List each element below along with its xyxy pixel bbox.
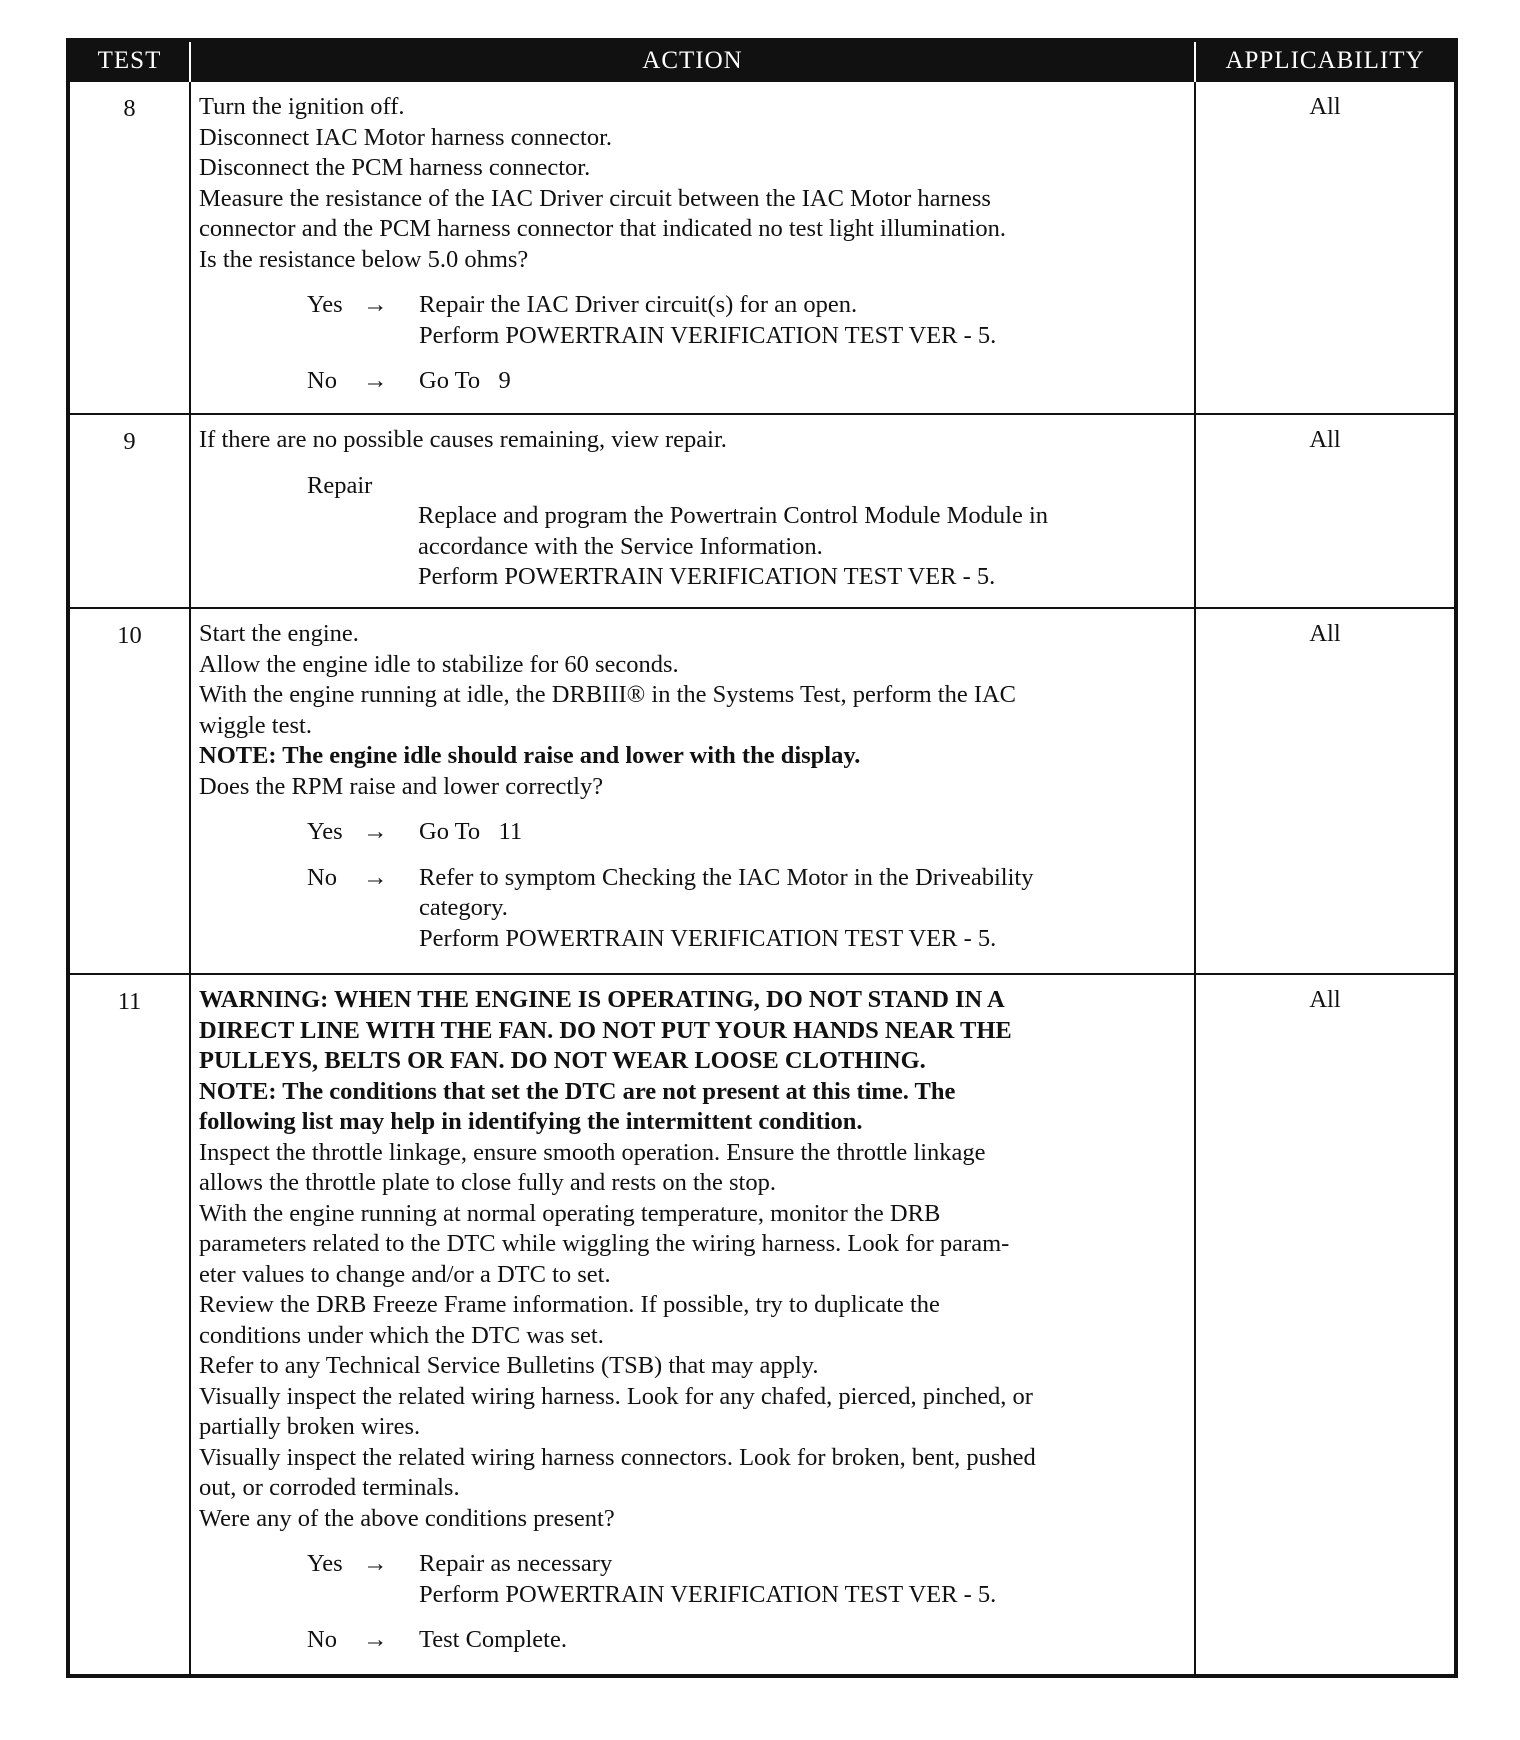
action-line: partially broken wires. xyxy=(199,1413,421,1440)
note-line: following list may help in identifying the intermittent condition. xyxy=(199,1108,863,1135)
response-line: Go To 9 xyxy=(419,367,511,394)
action-cell xyxy=(190,81,1195,414)
response-line: Perform POWERTRAIN VERIFICATION TEST VER - 5. xyxy=(419,924,997,952)
action-line: Start the engine. xyxy=(199,620,359,647)
table-row xyxy=(68,414,1456,608)
applicability-cell: All xyxy=(1195,81,1456,414)
table-row xyxy=(68,81,1456,414)
no-label: No xyxy=(307,367,337,394)
diagnostic-procedure-sheet xyxy=(66,38,1454,1678)
yes-response xyxy=(307,817,1186,848)
action-cell xyxy=(190,414,1195,608)
action-line: Allow the engine idle to stabilize for 60 seconds. xyxy=(199,650,679,678)
yes-response xyxy=(307,290,1186,351)
warning-line: DIRECT LINE WITH THE FAN. DO NOT PUT YOUR HANDS NEAR THE xyxy=(199,1016,1012,1044)
action-line: connector and the PCM harness connector that indicated no test light illumination. xyxy=(199,215,1006,242)
repair-line: accordance with the Service Information. xyxy=(418,532,823,560)
arrow-icon: → xyxy=(363,1550,388,1577)
repair-line: Perform POWERTRAIN VERIFICATION TEST VER - 5. xyxy=(418,563,996,590)
action-line: With the engine running at normal operating temperature, monitor the DRB xyxy=(199,1199,941,1227)
action-line: If there are no possible causes remaining, view repair. xyxy=(199,426,727,453)
action-line: Inspect the throttle linkage, ensure smooth operation. Ensure the throttle linkage xyxy=(199,1138,986,1166)
arrow-icon: → xyxy=(363,367,388,394)
test-number: 8 xyxy=(68,81,190,414)
action-line: Visually inspect the related wiring harness connectors. Look for broken, bent, pushed xyxy=(199,1443,1036,1471)
action-line: Turn the ignition off. xyxy=(199,93,405,120)
action-line: wiggle test. xyxy=(199,711,312,739)
arrow-icon: → xyxy=(363,863,388,891)
test-number: 10 xyxy=(68,608,190,974)
response-line: Go To 11 xyxy=(419,818,523,845)
action-line: eter values to change and/or a DTC to set. xyxy=(199,1260,611,1288)
repair-line: Replace and program the Powertrain Control Module Module in xyxy=(418,502,1049,529)
test-number: 11 xyxy=(68,974,190,1676)
yes-label: Yes xyxy=(307,291,343,318)
header-applicability: APPLICABILITY xyxy=(1195,40,1456,81)
table-row xyxy=(68,974,1456,1676)
arrow-icon: → xyxy=(363,291,388,318)
table-row xyxy=(68,608,1456,974)
warning-line: PULLEYS, BELTS OR FAN. DO NOT WEAR LOOSE CLOTHING. xyxy=(199,1047,926,1074)
action-cell xyxy=(190,608,1195,974)
action-line: allows the throttle plate to close fully and rests on the stop. xyxy=(199,1169,776,1196)
header-test: TEST xyxy=(68,40,190,81)
action-line: out, or corroded terminals. xyxy=(199,1474,460,1501)
action-line: Review the DRB Freeze Frame information. If possible, try to duplicate the xyxy=(199,1291,940,1318)
note-line: NOTE: The conditions that set the DTC are not present at this time. The xyxy=(199,1077,956,1105)
question-line: Does the RPM raise and lower correctly? xyxy=(199,772,604,800)
yes-response xyxy=(307,1549,1186,1610)
repair-body xyxy=(418,501,1186,593)
note-line: NOTE: The engine idle should raise and lower with the display. xyxy=(199,742,861,769)
action-line: conditions under which the DTC was set. xyxy=(199,1321,604,1349)
question-line: Were any of the above conditions present? xyxy=(199,1504,615,1532)
action-line: Measure the resistance of the IAC Driver circuit between the IAC Motor harness xyxy=(199,184,991,212)
arrow-icon: → xyxy=(363,818,388,845)
applicability-cell: All xyxy=(1195,414,1456,608)
yes-label: Yes xyxy=(307,818,343,845)
no-label: No xyxy=(307,1626,337,1653)
action-line: Refer to any Technical Service Bulletins (TSB) that may apply. xyxy=(199,1352,819,1379)
response-line: Perform POWERTRAIN VERIFICATION TEST VER - 5. xyxy=(419,1580,997,1608)
header-action: ACTION xyxy=(190,40,1195,81)
test-number: 9 xyxy=(68,414,190,608)
no-response xyxy=(307,1625,1186,1656)
response-line: Test Complete. xyxy=(419,1626,567,1653)
repair-label: Repair xyxy=(307,471,373,499)
warning-line: WARNING: WHEN THE ENGINE IS OPERATING, DO NOT STAND IN A xyxy=(199,986,1005,1013)
arrow-icon: → xyxy=(363,1626,388,1653)
action-line: With the engine running at idle, the DRBIII® in the Systems Test, perform the IAC xyxy=(199,681,1017,708)
response-line: Refer to symptom Checking the IAC Motor in the Driveability xyxy=(419,863,1034,891)
table-header xyxy=(68,40,1456,81)
response-line: Perform POWERTRAIN VERIFICATION TEST VER - 5. xyxy=(419,321,997,349)
response-line: Repair as necessary xyxy=(419,1550,613,1577)
response-line: category. xyxy=(419,894,508,921)
action-line: parameters related to the DTC while wiggling the wiring harness. Look for param- xyxy=(199,1230,1010,1257)
yes-label: Yes xyxy=(307,1550,343,1577)
applicability-cell: All xyxy=(1195,974,1456,1676)
action-line: Is the resistance below 5.0 ohms? xyxy=(199,245,529,273)
action-line: Disconnect the PCM harness connector. xyxy=(199,154,591,181)
diagnostic-test-table xyxy=(66,38,1458,1678)
action-cell xyxy=(190,974,1195,1676)
no-label: No xyxy=(307,863,337,891)
no-response xyxy=(307,366,1186,397)
response-line: Repair the IAC Driver circuit(s) for an open. xyxy=(419,291,858,318)
no-response xyxy=(307,863,1186,955)
action-line: Disconnect IAC Motor harness connector. xyxy=(199,123,612,151)
action-line: Visually inspect the related wiring harness. Look for any chafed, pierced, pinched, or xyxy=(199,1382,1033,1410)
applicability-cell: All xyxy=(1195,608,1456,974)
